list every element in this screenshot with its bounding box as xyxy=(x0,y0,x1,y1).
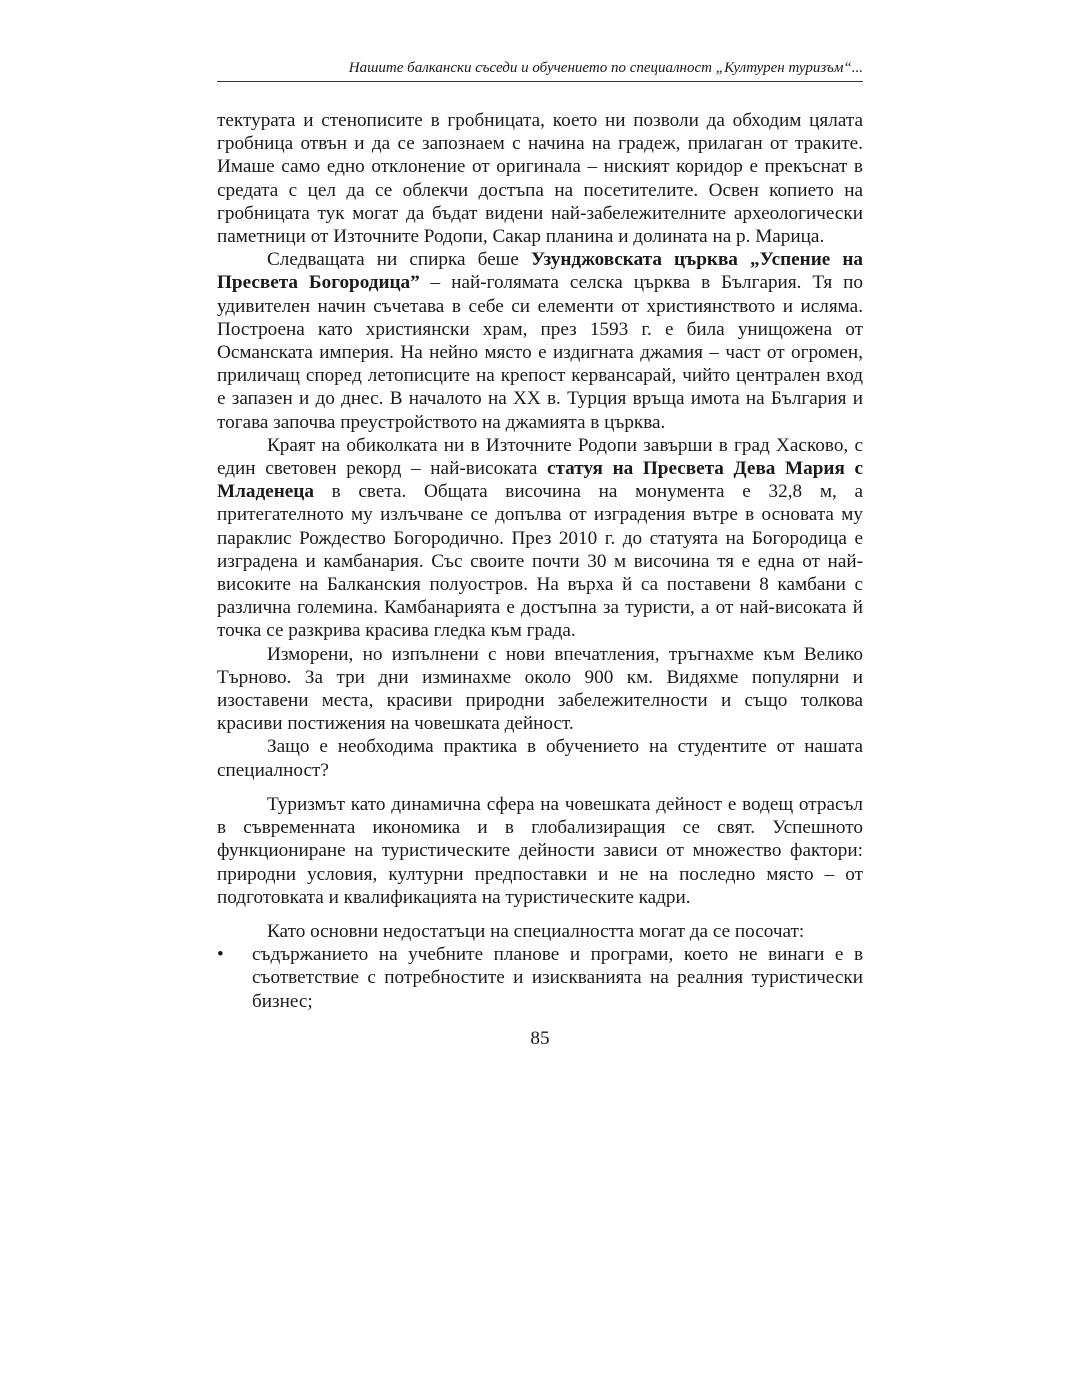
page xyxy=(217,58,863,1050)
paragraph-7: Като основни недостатъци на специалността могат да се посочат: xyxy=(267,920,805,942)
bullet-list xyxy=(217,943,863,1013)
paragraph-1: тектурата и стенописите в гробницата, което ни позволи да обходим цялата гробница отвън и да се запознаем с начина на градеж, прилаган от траките. Имаше само едно отклонение от оригинала – ниският коридор е прекъснат в средата с цел да се облекчи достъпа на посетителите. Освен копието на гробницата тук могат да бъдат видени най-забележителните археологически паметници от Източните Родопи, Сакар планина и долината на р. Марица. xyxy=(217,110,863,248)
paragraph-4: Изморени, но изпълнени с нови впечатления, тръгнахме към Велико Търново. За три дни изминахме около 900 км. Видяхме популярни и изоставени места, красиви природни забележителности и също толкова красиви постижения на човешката дейност. xyxy=(217,643,863,735)
paragraph-3 xyxy=(217,434,863,643)
bullet-icon: • xyxy=(217,944,224,966)
paragraph-2-lead: Следващата ни спирка беше xyxy=(267,249,531,271)
church-name: Узунджовската църква „Успение на Пресвета Богородица” xyxy=(217,249,864,294)
page-number: 85 xyxy=(530,1027,550,1049)
paragraph-3-lead: Краят на обиколката ни в Източните Родопи завърши в град Хасково, с един световен рекорд – най-високата xyxy=(217,434,863,480)
body-text xyxy=(217,109,863,1013)
running-header: Нашите балкански съседи и обучението по специалност „Културен туризъм“... xyxy=(217,58,863,82)
paragraph-2 xyxy=(217,248,863,434)
paragraph-2-rest: – най-голямата селска църква в България. Тя по удивителен начин съчетава в себе си елементи от християнството и исляма. Построена като християнски храм, през 1593 г. е била унищожена от Османската империя. На нейно място е издигната джамия – част от огромен, приличащ според летописците на крепост кервансарай, чийто централен вход е запазен и до днес. В началото на XX в. Турция връща имота на България и тогава започва преустройството на джамията в църква. xyxy=(217,272,863,433)
paragraph-3-rest: в света. Общата височина на монумента е 32,8 м, а притегателното му излъчване се допълва от изградения вътре в основата му параклис Рождество Богородично. През 2010 г. до статуята на Богородица е изградена и камбанария. Със своите почти 30 м височина тя е една от най-високите на Балканския полуостров. На върха й са поставени 8 камбани с различна големина. Камбанарията е достъпна за туристи, а от най-високата й точка се разкрива красива гледка към града. xyxy=(217,481,863,642)
paragraph-6: Туризмът като динамична сфера на човешката дейност е водещ отрасъл в съвременната икономика и в глобализиращия се свят. Успешното функциониране на туристическите дейности зависи от множество фактори: природни условия, културни предпоставки и не на последно място – от подготовката и квалификацията на туристическите кадри. xyxy=(217,793,863,908)
list-item xyxy=(217,943,863,1013)
statue-name: статуя на Пресвета Дева Мария с Младенеца xyxy=(217,458,863,503)
list-item-text: съдържанието на учебните планове и програми, което не винаги е в съответствие с потребностите и изискванията на реалния туристически бизнес; xyxy=(252,944,863,1012)
paragraph-5: Защо е необходима практика в обучението на студентите от нашата специалност? xyxy=(217,736,863,781)
